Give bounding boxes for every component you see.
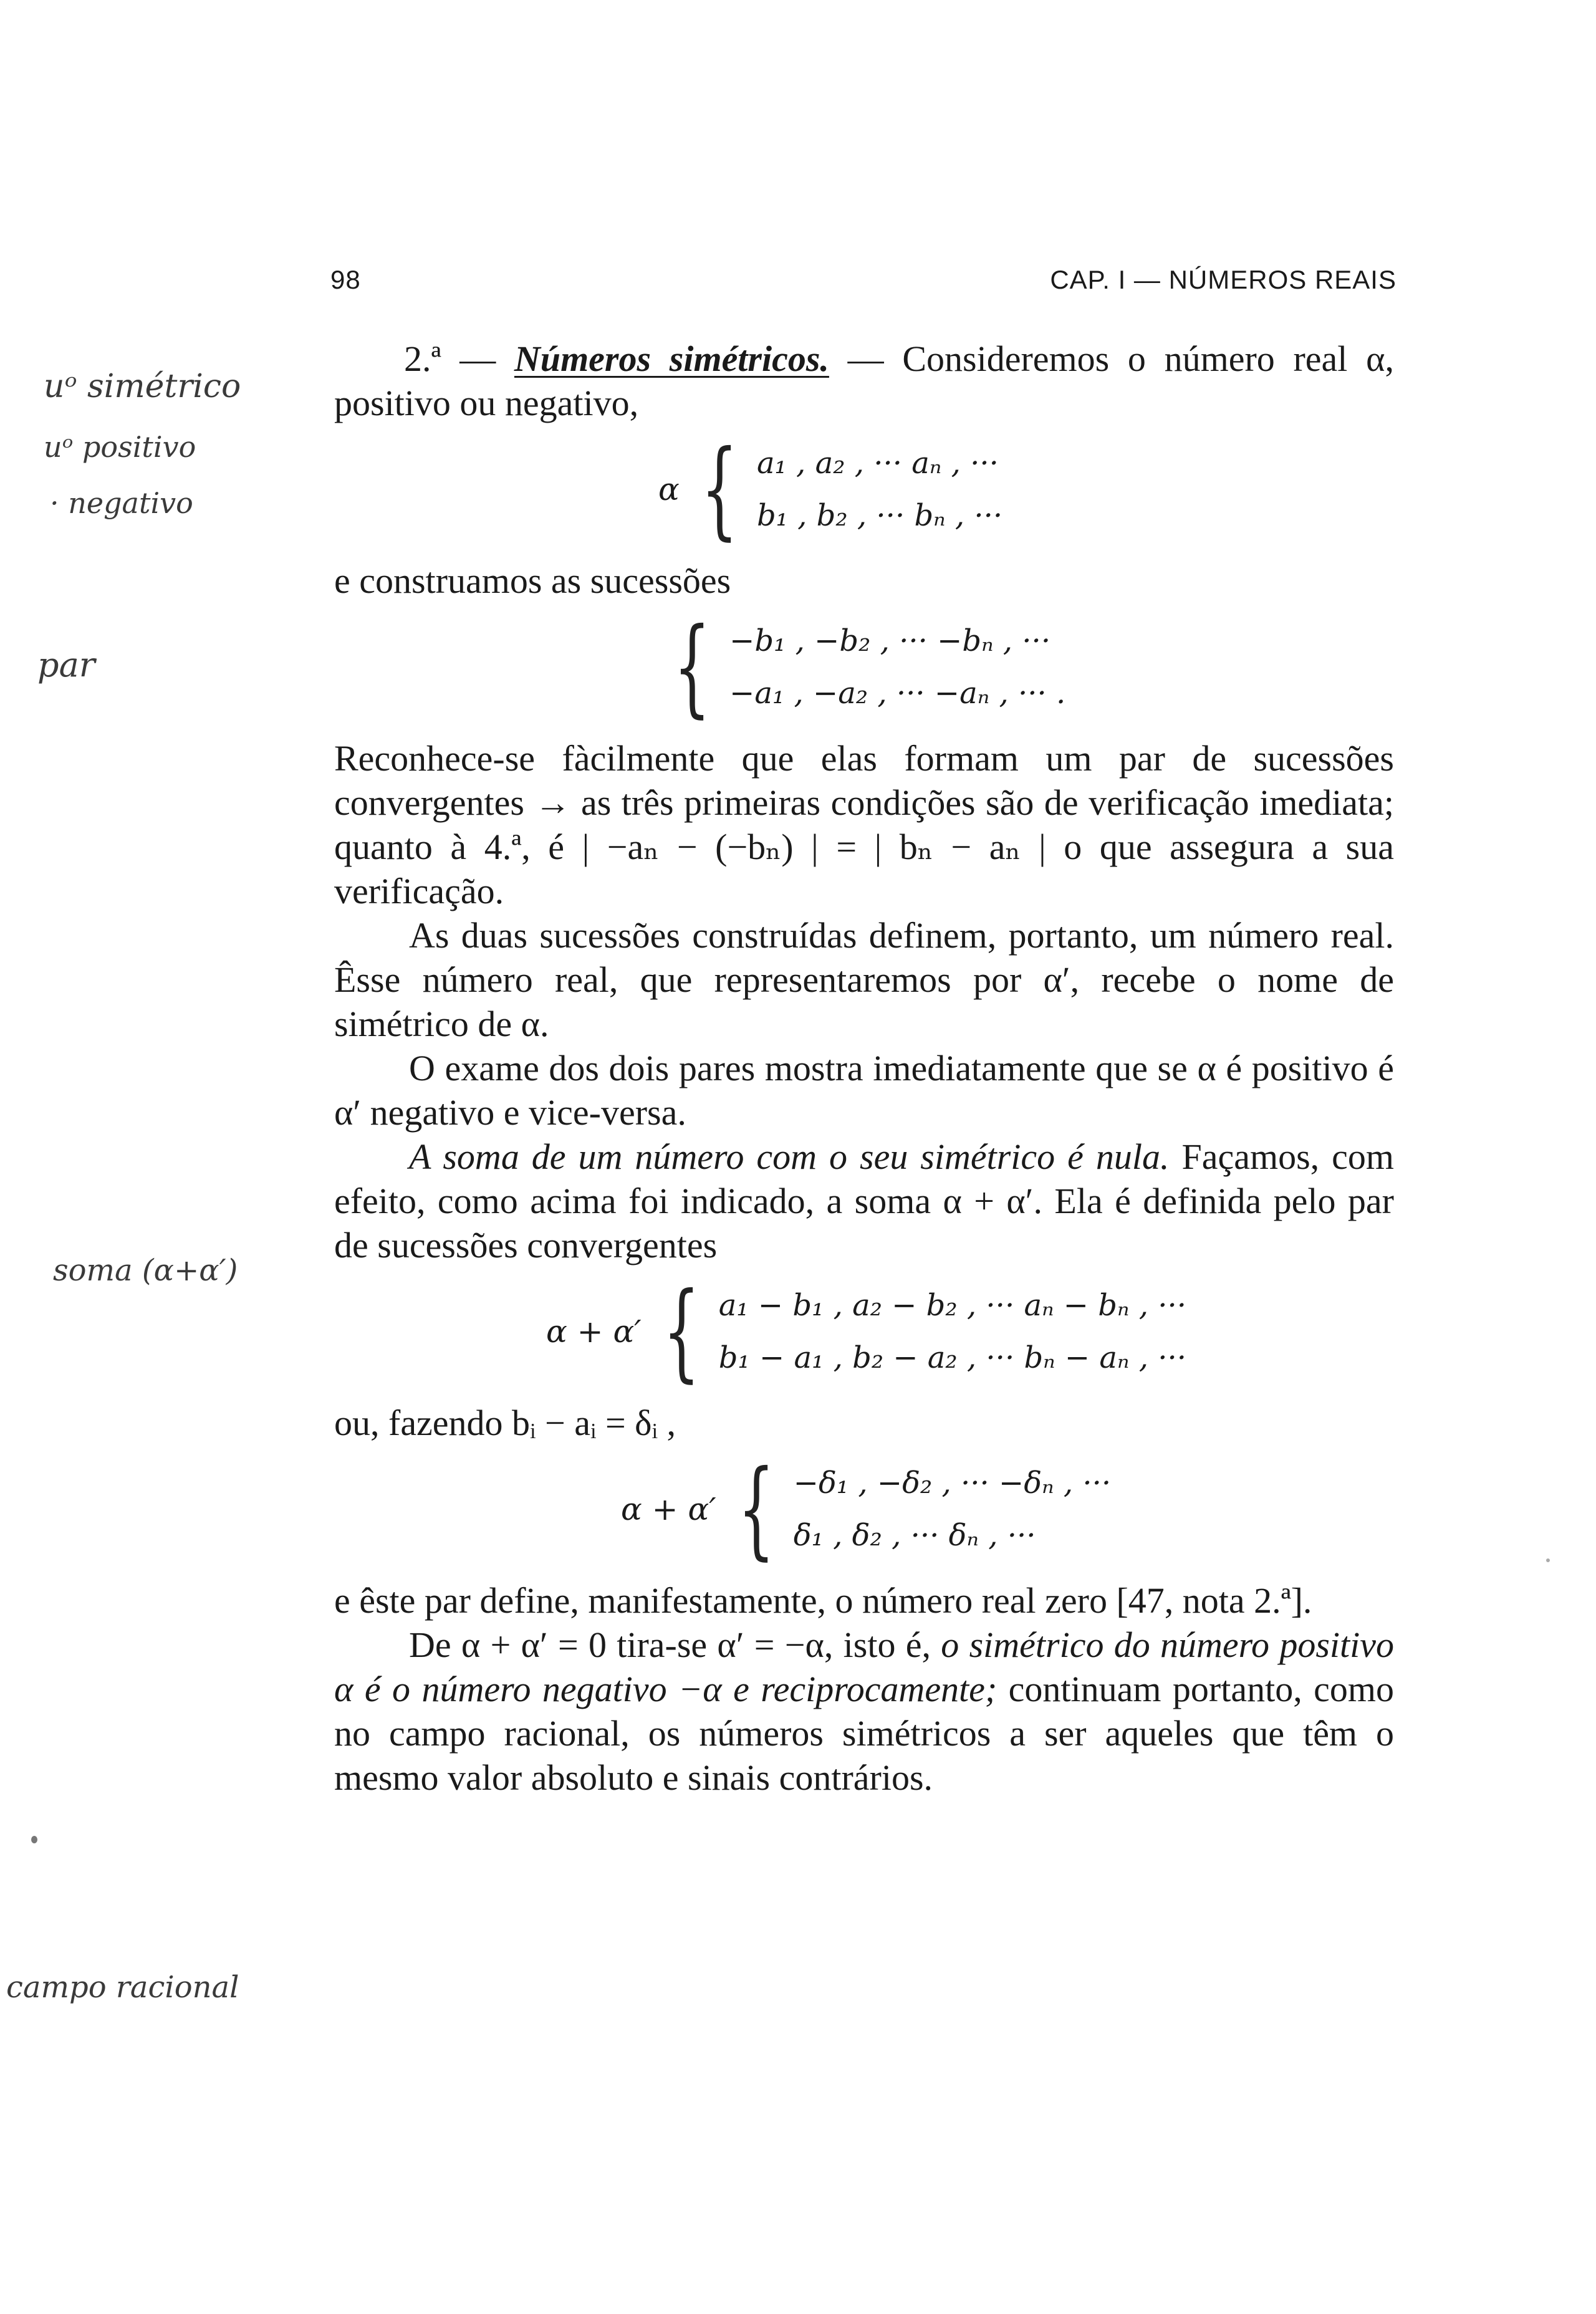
display-negated [658, 605, 1394, 729]
paragraph-6-rest: continuam portanto, como no campo racional, os números simétricos a ser aqueles que têm o mesmo valor absoluto e sinais contrários. [334, 1669, 1394, 1798]
display-alpha-row-b: b₁ , b₂ , ··· bₙ , ··· [756, 498, 1003, 533]
display-delta-lhs: α + α′ [621, 1491, 716, 1527]
display-alpha-lhs: α [658, 471, 680, 507]
margin-note-simetrico: uᵒ simétrico [44, 368, 241, 405]
display-sum [546, 1270, 1394, 1393]
brace: { [673, 605, 711, 729]
paragraph-5: e êste par define, manifestamente, o número real zero [47, nota 2.ª]. [334, 1580, 1312, 1621]
text-construamos: e construamos as sucessões [334, 560, 731, 601]
paragraph-6-theorem: o simétrico do número positivo α é o número negativo −α e reciprocamente; [334, 1625, 1395, 1709]
section-intro [334, 337, 1394, 425]
paragraph-4-rest: Façamos, com efeito, como acima foi indicado, a soma α + α′. Ela é definida pelo par de sucessões convergentes [334, 1136, 1394, 1265]
page-body [334, 337, 1394, 1800]
section-title: Números simétricos. [514, 338, 829, 379]
paragraph-4-theorem: A soma de um número com o seu simétrico é nula. [409, 1136, 1170, 1177]
display-sum-row-1: a₁ − b₁ , a₂ − b₂ , ··· aₙ − bₙ , ··· [718, 1288, 1186, 1323]
section-intro-text: — Consideremos o número real α, positivo ou negativo, [334, 338, 1394, 423]
display-negated-row-a: −a₁ , −a₂ , ··· −aₙ , ··· . [729, 676, 1066, 711]
text-fazendo: ou, fazendo bᵢ − aᵢ = δᵢ , [334, 1403, 676, 1443]
display-delta [621, 1447, 1394, 1571]
scan-speck [31, 1836, 37, 1843]
margin-note-soma: soma (α+α′) [53, 1253, 238, 1288]
margin-note-positivo: uᵒ positivo [44, 430, 196, 464]
paragraph-4 [334, 1135, 1394, 1267]
paragraph-6-start: De α + α′ = 0 tira-se α′ = −α, isto é, [409, 1625, 941, 1665]
display-alpha-rows [757, 437, 1002, 542]
display-negated-rows [729, 615, 1065, 719]
display-delta-row-2: δ₁ , δ₂ , ··· δₙ , ··· [793, 1518, 1036, 1553]
display-alpha [658, 428, 1394, 551]
display-sum-lhs: α + α′ [546, 1313, 642, 1350]
display-delta-rows [794, 1457, 1111, 1562]
section-label: 2.ª — [404, 338, 514, 379]
margin-note-negativo: · negativo [50, 486, 193, 520]
scan-speck [1546, 1558, 1550, 1562]
display-delta-row-1: −δ₁ , −δ₂ , ··· −δₙ , ··· [793, 1466, 1112, 1500]
paragraph-3: O exame dos dois pares mostra imediatamente que se α é positivo é α′ negativo e vice-versa. [334, 1048, 1394, 1133]
brace: { [662, 1270, 700, 1393]
margin-note-par: par [37, 645, 95, 684]
chapter-title: CAP. I — NÚMEROS REAIS [1050, 265, 1396, 294]
paragraph-1: Reconhece-se fàcilmente que elas formam um par de sucessões convergentes → as três primeiras condições são de verificação imediata; quanto à 4.ª, é | −aₙ − (−bₙ) | = | bₙ − aₙ | o que assegura a sua verificação. [334, 738, 1394, 911]
display-sum-rows [719, 1279, 1186, 1384]
page-header [330, 265, 1396, 295]
brace: { [737, 1447, 775, 1571]
paragraph-6 [334, 1623, 1394, 1800]
page-number: 98 [330, 265, 361, 294]
paragraph-2: As duas sucessões construídas definem, portanto, um número real. Êsse número real, que representaremos por α′, recebe o nome de simétrico de α. [334, 915, 1394, 1044]
display-negated-row-b: −b₁ , −b₂ , ··· −bₙ , ··· [729, 623, 1051, 658]
display-alpha-row-a: a₁ , a₂ , ··· aₙ , ··· [756, 446, 999, 481]
display-sum-row-2: b₁ − a₁ , b₂ − a₂ , ··· bₙ − aₙ , ··· [718, 1340, 1186, 1375]
brace: { [701, 428, 738, 551]
margin-note-campo-racional: campo racional [6, 1970, 239, 2005]
